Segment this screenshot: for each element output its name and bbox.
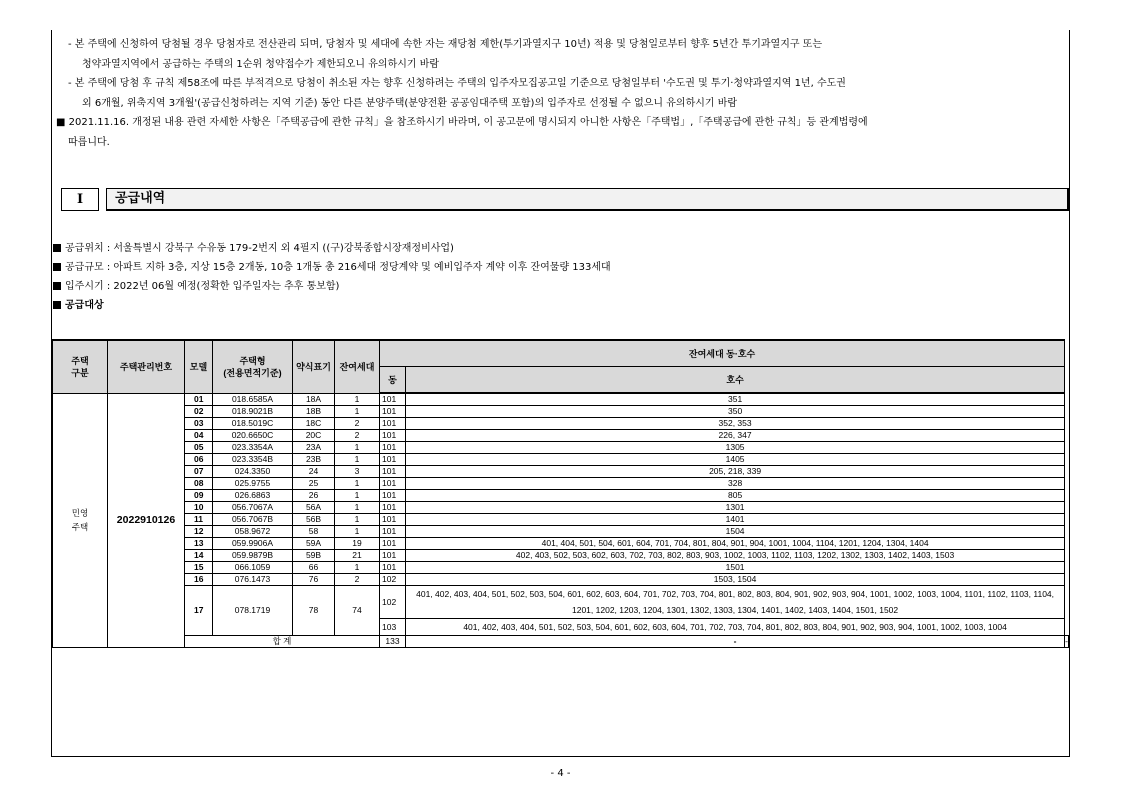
note-line: 따릅니다.	[68, 136, 110, 148]
header-remain: 잔여세대	[335, 340, 380, 393]
htype-cell: 056.7067B	[213, 514, 293, 526]
header-units: 잔여세대 동·호수	[380, 340, 1065, 367]
remain-cell: 1	[335, 442, 380, 454]
model-cell: 02	[185, 406, 213, 418]
htype-cell: 018.5019C	[213, 418, 293, 430]
info-scale: 공급규모 : 아파트 지하 3층, 지상 15층 2개동, 10층 1개동 총 216세대 정당계약 및 예비입주자 계약 이후 잔여물량 133세대	[53, 258, 611, 277]
htype-cell: 066.1059	[213, 562, 293, 574]
htype-cell: 059.9906A	[213, 538, 293, 550]
dong-cell: 101	[380, 393, 406, 406]
table-row	[53, 502, 1069, 514]
ho-cell: 402, 403, 502, 503, 602, 603, 702, 703, 802, 803, 903, 1002, 1003, 1102, 1103, 1202, 1302, 1303, 1402, 1403, 1503	[406, 550, 1065, 562]
header-abbr: 약식표기	[293, 340, 335, 393]
header-dong: 동	[380, 367, 406, 394]
ho-cell: 226, 347	[406, 430, 1065, 442]
dong-cell: 101	[380, 430, 406, 442]
mgmt-number-cell: 2022910126	[108, 393, 185, 648]
remain-cell: 74	[335, 586, 380, 636]
remain-cell: 1	[335, 454, 380, 466]
model-cell: 06	[185, 454, 213, 466]
table-row	[53, 490, 1069, 502]
table-row	[53, 393, 1069, 406]
section-header	[61, 188, 1069, 211]
note-line: 청약과열지역에서 공급하는 주택의 1순위 청약접수가 제한되오니 유의하시기 바람	[82, 58, 440, 70]
table-row	[53, 466, 1069, 478]
model-cell: 17	[185, 586, 213, 636]
total-row	[53, 636, 1069, 648]
table-row	[53, 454, 1069, 466]
abbr-cell: 76	[293, 574, 335, 586]
model-cell: 14	[185, 550, 213, 562]
header-mgmt: 주택관리번호	[108, 340, 185, 393]
dong-cell: 101	[380, 478, 406, 490]
note-line: - 본 주택에 당첨 후 규칙 제58조에 따른 부적격으로 당첨이 취소된 자는 향후 신청하려는 주택의 입주자모집공고일 기준으로 당첨일부터 '수도권 및 투기·청약과열지역 1년, 수도권	[68, 78, 846, 89]
ho-cell: 401, 404, 501, 504, 601, 604, 701, 704, 801, 804, 901, 904, 1001, 1004, 1104, 1201, 1204, 1304, 1404	[406, 538, 1065, 550]
abbr-cell: 18B	[293, 406, 335, 418]
dong-cell: 101	[380, 466, 406, 478]
abbr-cell: 59A	[293, 538, 335, 550]
dong-cell: 101	[380, 490, 406, 502]
dong-cell: 101	[380, 406, 406, 418]
dong-cell: 101	[380, 526, 406, 538]
ho-cell: 1504	[406, 526, 1065, 538]
table-row	[53, 538, 1069, 550]
ho-cell: 1501	[406, 562, 1065, 574]
note-line: - 본 주택에 신청하여 당첨될 경우 당첨자로 전산관리 되며, 당첨자 및 세대에 속한 자는 재당첨 제한(투기과열지구 10년) 적용 및 당첨일로부터 향후 5년간 투기과열지구 또는	[68, 39, 823, 50]
notice-block	[56, 35, 1066, 152]
table-row	[53, 526, 1069, 538]
dong-cell: 101	[380, 538, 406, 550]
remain-cell: 1	[335, 514, 380, 526]
htype-cell: 020.6650C	[213, 430, 293, 442]
section-number: I	[61, 188, 99, 211]
section-title: 공급내역	[106, 188, 1069, 211]
dong-cell: 101	[380, 562, 406, 574]
bullet-square-icon	[53, 263, 61, 271]
bullet-square-icon	[53, 244, 61, 252]
htype-cell: 056.7067A	[213, 502, 293, 514]
htype-cell: 059.9879B	[213, 550, 293, 562]
remain-cell: 19	[335, 538, 380, 550]
abbr-cell: 18A	[293, 393, 335, 406]
dong-cell: 101	[380, 454, 406, 466]
note-line: 외 6개월, 위축지역 3개월'(공급신청하려는 지역 기준) 동안 다른 분양주택(분양전환 공공임대주택 포함)의 입주자로 선정될 수 없으니 유의하시기 바람	[82, 97, 738, 109]
page-number: - 4 -	[550, 768, 571, 779]
dong-cell: 102	[380, 574, 406, 586]
htype-cell: 018.6585A	[213, 393, 293, 406]
dong-cell: 101	[380, 514, 406, 526]
table-row	[53, 442, 1069, 454]
remain-cell: 1	[335, 526, 380, 538]
table-row	[53, 562, 1069, 574]
ho-cell: 1401	[406, 514, 1065, 526]
model-cell: 11	[185, 514, 213, 526]
header-model: 모델	[185, 340, 213, 393]
header-type: 주택 구분	[53, 340, 108, 393]
header-ho: 호수	[406, 367, 1065, 394]
info-location: 공급위치 : 서울특별시 강북구 수유동 179-2번지 외 4필지 ((구)강북종합시장재정비사업)	[53, 239, 611, 258]
abbr-cell: 56B	[293, 514, 335, 526]
bullet-square-icon	[53, 301, 61, 309]
remain-cell: 21	[335, 550, 380, 562]
abbr-cell: 66	[293, 562, 335, 574]
htype-cell: 078.1719	[213, 586, 293, 636]
total-label: 합 계	[185, 636, 380, 648]
ho-cell: 1405	[406, 454, 1065, 466]
supply-table	[52, 339, 1069, 648]
remain-cell: 3	[335, 466, 380, 478]
table-row	[53, 430, 1069, 442]
htype-cell: 058.9672	[213, 526, 293, 538]
table-row	[53, 478, 1069, 490]
ho-cell: 401, 402, 403, 404, 501, 502, 503, 504, 601, 602, 603, 604, 701, 702, 703, 704, 801, 802, 803, 804, 901, 902, 903, 904, 1001, 1002, 1003, 1004	[406, 619, 1065, 636]
remain-cell: 1	[335, 562, 380, 574]
table-row	[53, 550, 1069, 562]
model-cell: 05	[185, 442, 213, 454]
info-target: 공급대상	[53, 296, 611, 315]
dong-cell: 101	[380, 418, 406, 430]
model-cell: 08	[185, 478, 213, 490]
htype-cell: 024.3350	[213, 466, 293, 478]
remain-cell: 1	[335, 406, 380, 418]
abbr-cell: 23B	[293, 454, 335, 466]
table-row	[53, 514, 1069, 526]
htype-cell: 076.1473	[213, 574, 293, 586]
abbr-cell: 56A	[293, 502, 335, 514]
total-dong: -	[406, 636, 1065, 648]
abbr-cell: 23A	[293, 442, 335, 454]
htype-cell: 023.3354A	[213, 442, 293, 454]
table-row	[53, 586, 1069, 619]
abbr-cell: 18C	[293, 418, 335, 430]
supply-info	[53, 239, 611, 315]
remain-cell: 1	[335, 502, 380, 514]
remain-cell: 1	[335, 490, 380, 502]
ho-cell: 205, 218, 339	[406, 466, 1065, 478]
remain-cell: 2	[335, 430, 380, 442]
ho-cell: 401, 402, 403, 404, 501, 502, 503, 504, 601, 602, 603, 604, 701, 702, 703, 704, 801, 802, 803, 804, 901, 902, 903, 904, 1001, 1002, 1003, 1004, 1101, 1102, 1103, 1104, 1201, 1202, 1203, 1204, 1301, 1302, 1303, 1304, 1401, 1402, 1403, 1404, 1501, 1502	[406, 586, 1065, 619]
table-row	[53, 406, 1069, 418]
house-type-cell: 민영 주택	[53, 393, 108, 648]
htype-cell: 023.3354B	[213, 454, 293, 466]
dong-cell: 101	[380, 442, 406, 454]
model-cell: 09	[185, 490, 213, 502]
abbr-cell: 24	[293, 466, 335, 478]
model-cell: 16	[185, 574, 213, 586]
dong-cell: 101	[380, 502, 406, 514]
abbr-cell: 25	[293, 478, 335, 490]
total-ho: -	[1065, 636, 1068, 646]
bullet-square-icon	[53, 282, 61, 290]
abbr-cell: 78	[293, 586, 335, 636]
htype-cell: 018.9021B	[213, 406, 293, 418]
remain-cell: 2	[335, 418, 380, 430]
ho-cell: 350	[406, 406, 1065, 418]
total-remain: 133	[380, 636, 406, 648]
dong-cell: 103	[380, 619, 406, 636]
abbr-cell: 58	[293, 526, 335, 538]
remain-cell: 1	[335, 478, 380, 490]
model-cell: 07	[185, 466, 213, 478]
ho-cell: 352, 353	[406, 418, 1065, 430]
model-cell: 10	[185, 502, 213, 514]
abbr-cell: 20C	[293, 430, 335, 442]
abbr-cell: 59B	[293, 550, 335, 562]
note-line: ■ 2021.11.16. 개정된 내용 관련 자세한 사항은「주택공급에 관한 규칙」을 참조하시기 바라며, 이 공고문에 명시되지 아니한 사항은「주택법」,「주택공급에 관한 규칙」등 관계법령에	[56, 117, 868, 128]
model-cell: 15	[185, 562, 213, 574]
remain-cell: 2	[335, 574, 380, 586]
ho-cell: 1305	[406, 442, 1065, 454]
table-row	[53, 574, 1069, 586]
ho-cell: 1503, 1504	[406, 574, 1065, 586]
htype-cell: 025.9755	[213, 478, 293, 490]
dong-cell: 101	[380, 550, 406, 562]
ho-cell: 1301	[406, 502, 1065, 514]
header-htype: 주택형 (전용면적기준)	[213, 340, 293, 393]
ho-cell: 351	[406, 393, 1065, 406]
dong-cell: 102	[380, 586, 406, 619]
model-cell: 13	[185, 538, 213, 550]
model-cell: 03	[185, 418, 213, 430]
remain-cell: 1	[335, 393, 380, 406]
model-cell: 12	[185, 526, 213, 538]
model-cell: 01	[185, 393, 213, 406]
table-row	[53, 418, 1069, 430]
model-cell: 04	[185, 430, 213, 442]
htype-cell: 026.6863	[213, 490, 293, 502]
abbr-cell: 26	[293, 490, 335, 502]
ho-cell: 805	[406, 490, 1065, 502]
info-move-in: 입주시기 : 2022년 06월 예정(정확한 입주일자는 추후 통보함)	[53, 277, 611, 296]
ho-cell: 328	[406, 478, 1065, 490]
